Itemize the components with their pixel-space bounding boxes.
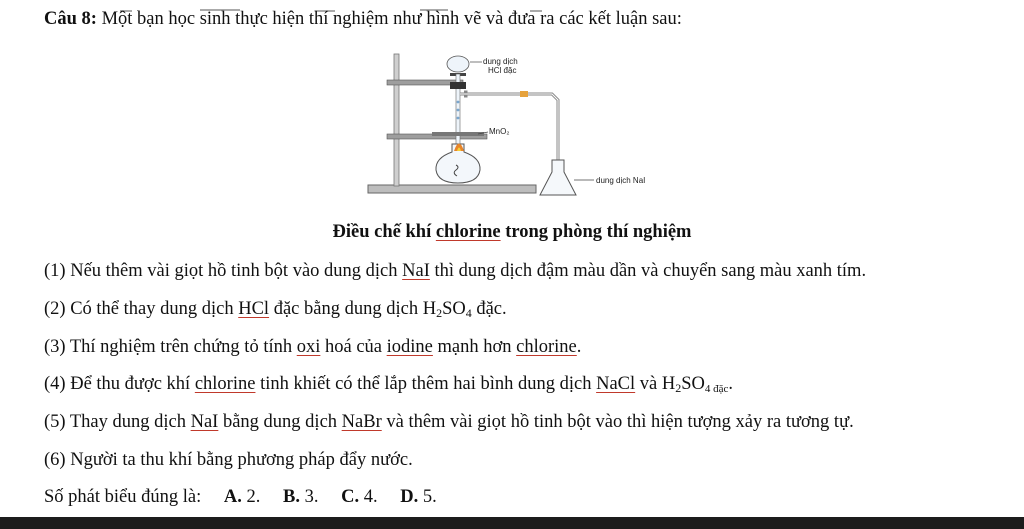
statement-number: (1): [44, 261, 66, 281]
option-b[interactable]: [283, 487, 318, 507]
statement-text: Thí nghiệm trên chứng tỏ tính: [65, 337, 297, 357]
statement-text: và thêm vài giọt hồ tinh bột vào thì hiện tượng xảy ra tương tự.: [381, 412, 854, 432]
funnel-label-line1: dung dịch: [483, 57, 518, 66]
droplet: [457, 109, 460, 112]
statement-text: .: [728, 374, 734, 394]
statement-text: Có thể thay dung dịch: [65, 299, 239, 319]
statement-number: (2): [44, 299, 66, 319]
conical-flask: [540, 160, 576, 195]
statement-1: [44, 261, 866, 282]
statement-text: Nếu thêm vài giọt hồ tinh bột vào dung dịch: [65, 261, 403, 281]
underlined-term: NaI: [190, 412, 219, 432]
statement-text: mạnh hơn: [432, 337, 517, 357]
option-value: 4.: [359, 487, 378, 507]
option-letter: C.: [341, 487, 360, 507]
underlined-term: chlorine: [516, 337, 577, 357]
statement-text: tinh khiết có thể lắp thêm hai bình dung dịch: [255, 374, 597, 394]
underlined-term: chlorine: [194, 374, 256, 394]
statement-text: Người ta thu khí bằng phương pháp đẩy nước.: [65, 450, 413, 470]
option-d[interactable]: [400, 487, 437, 507]
stand-rod: [394, 54, 399, 186]
statement-text: .: [576, 337, 582, 357]
caption-part1: Điều chế khí: [332, 222, 436, 242]
bottom-edge-bar: [0, 517, 1024, 529]
figure-caption: [0, 222, 1024, 243]
cropped-top-line: [0, 0, 1024, 6]
underlined-term: oxi: [296, 337, 321, 357]
statement-text: bằng dung dịch: [218, 412, 342, 432]
droplet: [457, 101, 460, 104]
caption-underlined: chlorine: [435, 222, 501, 242]
answer-prompt: Số phát biểu đúng là:: [44, 487, 202, 507]
statement-3: [44, 337, 581, 358]
subscript: 2: [436, 306, 443, 320]
statement-number: (3): [44, 337, 66, 357]
statement-6: [44, 450, 413, 471]
statement-number: (6): [44, 450, 66, 470]
underlined-term: NaBr: [341, 412, 382, 432]
question-heading: [44, 9, 682, 30]
experiment-diagram: [360, 52, 700, 202]
statement-text: SO: [442, 299, 466, 319]
option-letter: B.: [282, 487, 300, 507]
answer-options: [44, 487, 437, 508]
option-letter: D.: [400, 487, 419, 507]
funnel-label-line2: HCl đặc: [488, 66, 517, 75]
statement-text: SO: [681, 374, 705, 394]
statement-number: (4): [44, 374, 66, 394]
statement-text: đặc.: [471, 299, 507, 319]
statement-text: đặc bằng dung dịch H: [269, 299, 437, 319]
statement-text: và H: [635, 374, 676, 394]
underlined-term: HCl: [238, 299, 270, 319]
statement-text: hoá của: [320, 337, 387, 357]
option-a[interactable]: [224, 487, 261, 507]
option-letter: A.: [223, 487, 242, 507]
droplet: [457, 117, 460, 120]
subscript: 4: [465, 306, 472, 320]
option-value: 5.: [418, 487, 437, 507]
statement-4: [44, 374, 733, 395]
flask-stopper: [450, 82, 466, 89]
underlined-term: NaI: [402, 261, 430, 281]
tube-joint: [520, 91, 528, 97]
question-text: Một bạn học sinh thực hiện thí nghiệm như hình vẽ và đưa ra các kết luận sau:: [101, 9, 682, 29]
statement-5: [44, 412, 854, 433]
stand-base: [368, 185, 536, 193]
funnel-bulb: [447, 56, 469, 72]
subscript: 4 đặc: [704, 383, 729, 395]
statement-text: thì dung dịch đậm màu dần và chuyển sang màu xanh tím.: [429, 261, 867, 281]
statement-text: Thay dung dịch: [65, 412, 191, 432]
statement-text: Để thu được khí: [65, 374, 195, 394]
option-c[interactable]: [341, 487, 378, 507]
caption-part2: trong phòng thí nghiệm: [500, 222, 692, 242]
option-value: 3.: [299, 487, 319, 507]
subscript: 2: [675, 381, 682, 395]
statement-2: [44, 299, 507, 320]
underlined-term: iodine: [386, 337, 433, 357]
wire-gauze: [432, 132, 484, 136]
apparatus-illustration: [360, 52, 700, 202]
question-number: Câu 8:: [44, 9, 97, 29]
mno2-label: MnO₂: [489, 127, 510, 136]
option-value: 2.: [241, 487, 261, 507]
underlined-term: NaCl: [596, 374, 636, 394]
nai-label: dung dịch NaI: [596, 176, 646, 185]
statement-number: (5): [44, 412, 66, 432]
